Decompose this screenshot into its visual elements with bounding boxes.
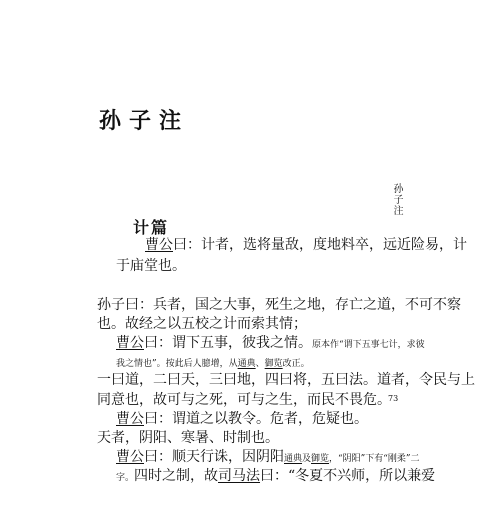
text-line [97,297,461,313]
proper-name: 曹公 [145,237,173,253]
text-span: 孙子曰：兵者，国之大事，死生之地，存亡之道，不可不察 [97,297,461,313]
text-line [116,354,310,372]
text-line [97,392,391,408]
text-span: 四时之制，故 [134,468,219,484]
text-span: 天者，阴阳、寒暑、时制也。 [97,430,279,446]
text-line [116,335,425,353]
text-line [97,430,279,446]
annotation-text: 字。 [116,473,135,483]
text-span: 曰：计者，选将量敌，度地料卒，远近险易，计 [173,237,467,253]
proper-name: 曹公 [116,335,144,351]
text-span: 曰：顺天行诛，因阴阳 [144,449,284,465]
annotation-text: 通典 [284,454,303,464]
text-line [97,372,475,388]
annotation-text: 通典 [237,359,256,369]
annotation-text: 及 [302,454,312,464]
text-span: 曰：谓下五事，彼我之情。 [144,335,312,351]
text-span: 也。故经之以五校之计而索其情； [97,316,307,332]
proper-name: 曹公 [116,411,144,427]
text-span: 曰：谓道之以教令。危者，危疑也。 [144,411,368,427]
proper-name: 曹公 [116,449,144,465]
page-title: 孙子注 [99,108,190,134]
annotation-text: 原本作“谓下五事七计，求彼 [312,340,425,350]
page-number: 73 [388,394,399,403]
text-line [116,258,186,274]
text-line [116,449,419,467]
text-line [145,237,467,253]
text-line [97,316,307,332]
text-span: 一曰道，二曰天，三曰地，四曰将，五曰法。道者，令民与上 [97,372,475,388]
proper-name: 司马法 [218,468,261,484]
text-span: 同意也，故可与之死，可与之生，而民不畏危。 [97,392,391,408]
text-span: 曰：“冬夏不兴师，所以兼爱 [260,468,436,484]
running-head: 孙子注 [391,183,402,216]
annotation-text: 我之情也”。按此后人臆增，从 [116,359,238,369]
annotation-text: 御览 [264,359,283,369]
text-span: 于庙堂也。 [116,258,186,274]
annotation-text: 改正。 [282,359,310,369]
annotation-text: ，“阴阳”下有“刚柔”二 [329,454,420,464]
text-line [116,411,368,427]
text-line [116,468,435,486]
annotation-text: 、 [255,359,265,369]
section-heading: 计篇 [133,218,170,237]
annotation-text: 御览 [311,454,330,464]
